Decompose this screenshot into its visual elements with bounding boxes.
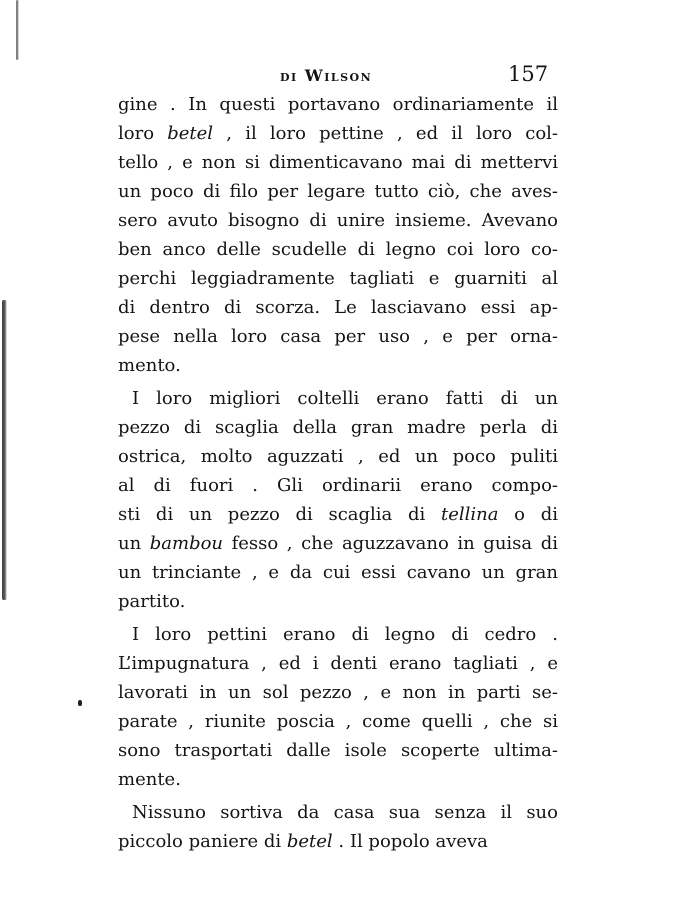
text-line: sti di un pezzo di scaglia di tellina o di	[118, 504, 558, 525]
text-line: sero avuto bisogno di unire insieme. Avevano	[118, 210, 558, 231]
text-line: mente.	[118, 769, 181, 790]
text-line: sono trasportati dalle isole scoperte ultima-	[118, 740, 558, 761]
text-line: Nissuno sortiva da casa sua senza il suo	[132, 802, 558, 823]
text-line: un trinciante , e da cui essi cavano un gran	[118, 562, 558, 583]
italic-term: betel	[167, 123, 214, 144]
page-number: 157	[508, 62, 549, 86]
text-line: di dentro di scorza. Le lasciavano essi ap-	[118, 297, 558, 318]
text-line: pese nella loro casa per uso , e per orna-	[118, 326, 558, 347]
text-line: partito.	[118, 591, 186, 612]
text-line: un bambou fesso , che aguzzavano in guisa di	[118, 533, 558, 554]
paragraph	[118, 798, 558, 856]
paragraph	[118, 384, 558, 616]
paragraph	[118, 90, 558, 380]
paragraph	[118, 620, 558, 794]
text-line: I loro pettini erano di legno di cedro .	[132, 624, 558, 645]
text-line: un poco di filo per legare tutto ciò, che aves-	[118, 181, 558, 202]
text-line: ben anco delle scudelle di legno coi loro co-	[118, 239, 558, 260]
text-line: gine . In questi portavano ordinariamente il	[118, 94, 558, 115]
ink-speck	[78, 700, 82, 706]
body-text	[118, 90, 558, 856]
text-line: tello , e non si dimenticavano mai di mettervi	[118, 152, 558, 173]
text-line: piccolo paniere di betel . Il popolo aveva	[118, 831, 488, 852]
text-line: al di fuori . Gli ordinarii erano compo-	[118, 475, 558, 496]
text-line: ostrica, molto aguzzati , ed un poco puliti	[118, 446, 558, 467]
text-line: L’impugnatura , ed i denti erano tagliati , e	[118, 653, 558, 674]
italic-term: tellina	[440, 504, 499, 525]
italic-term: betel	[286, 831, 333, 852]
text-line: I loro migliori coltelli erano fatti di un	[132, 388, 558, 409]
text-line: pezzo di scaglia della gran madre perla di	[118, 417, 558, 438]
binding-edge-upper	[16, 0, 19, 60]
text-line: lavorati in un sol pezzo , e non in parti se-	[118, 682, 558, 703]
running-head: di Wilson	[280, 66, 373, 85]
text-line: loro betel , il loro pettine , ed il loro col-	[118, 123, 558, 144]
italic-term: bambou	[149, 533, 224, 554]
binding-edge	[2, 300, 7, 600]
text-line: parate , riunite poscia , come quelli , che si	[118, 711, 558, 732]
page-header	[0, 62, 677, 92]
text-line: perchi leggiadramente tagliati e guarniti al	[118, 268, 558, 289]
text-line: mento.	[118, 355, 181, 376]
